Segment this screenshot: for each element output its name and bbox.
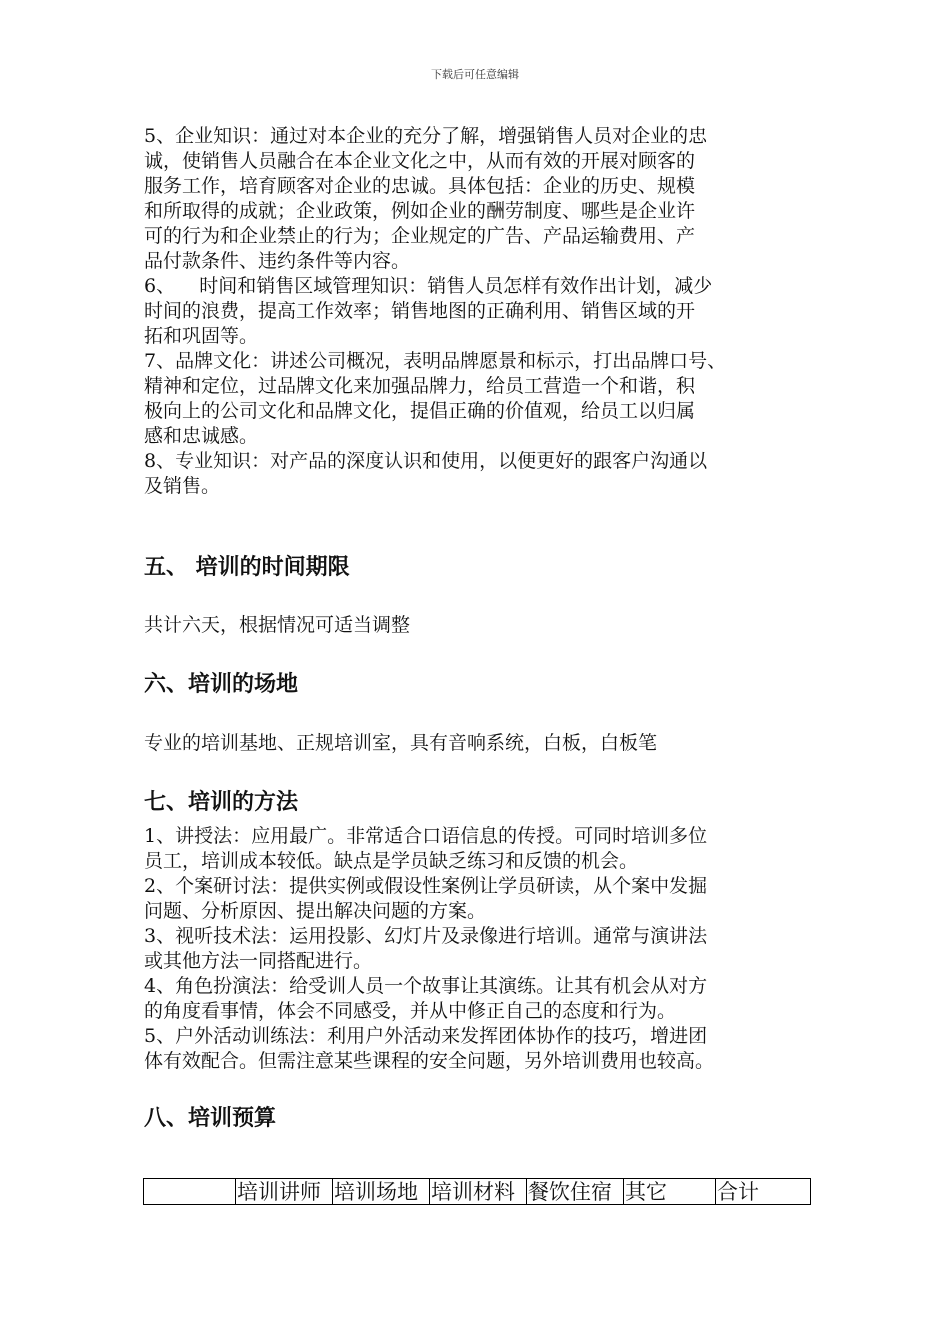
text-line: 3、视听技术法：运用投影、幻灯片及录像进行培训。通常与演讲法 — [144, 925, 708, 947]
text-line: 及销售。 — [144, 475, 221, 497]
knowledge-paragraphs — [144, 124, 824, 499]
text-line: 品付款条件、违约条件等内容。 — [144, 250, 411, 272]
table-cell: 合计 — [716, 1179, 811, 1205]
text-line: 拓和巩固等。 — [144, 325, 259, 347]
budget-table — [143, 1178, 811, 1205]
document-body — [144, 124, 824, 1134]
text-line: 服务工作，培育顾客对企业的忠诚。具体包括：企业的历史、规模 — [144, 175, 696, 197]
text-line: 的角度看事情，体会不同感受，并从中修正自己的态度和行为。 — [144, 1000, 677, 1022]
text-line: 体有效配合。但需注意某些课程的安全问题，另外培训费用也较高。 — [144, 1050, 715, 1072]
text-line: 7、品牌文化：讲述公司概况，表明品牌愿景和标示，打出品牌口号、 — [144, 350, 727, 372]
section-6-text: 专业的培训基地、正规培训室，具有音响系统，白板，白板笔 — [144, 732, 658, 754]
text-line: 精神和定位，过品牌文化来加强品牌力，给员工营造一个和谐，积 — [144, 375, 696, 397]
methods-list — [144, 824, 824, 1074]
section-7-heading: 七、培训的方法 — [144, 790, 299, 815]
text-line: 诚，使销售人员融合在本企业文化之中，从而有效的开展对顾客的 — [144, 150, 696, 172]
table-cell: 餐饮住宿 — [527, 1179, 624, 1205]
text-line: 感和忠诚感。 — [144, 425, 259, 447]
table-cell: 培训讲师 — [236, 1179, 333, 1205]
section-5-heading: 五、 培训的时间期限 — [144, 555, 350, 580]
text-line: 5、企业知识：通过对本企业的充分了解，增强销售人员对企业的忠 — [144, 125, 708, 147]
table-row — [144, 1179, 811, 1205]
section-6-heading: 六、培训的场地 — [144, 672, 299, 697]
table-cell: 其它 — [624, 1179, 716, 1205]
text-line: 问题、分析原因、提出解决问题的方案。 — [144, 900, 487, 922]
table-cell: 培训材料 — [430, 1179, 527, 1205]
text-line: 或其他方法一同搭配进行。 — [144, 950, 373, 972]
page-header: 下载后可任意编辑 — [431, 68, 519, 81]
text-line: 2、个案研讨法：提供实例或假设性案例让学员研读，从个案中发掘 — [144, 875, 708, 897]
text-line: 可的行为和企业禁止的行为；企业规定的广告、产品运输费用、产 — [144, 225, 696, 247]
text-line: 员工，培训成本较低。缺点是学员缺乏练习和反馈的机会。 — [144, 850, 639, 872]
text-line: 4、角色扮演法：给受训人员一个故事让其演练。让其有机会从对方 — [144, 975, 708, 997]
text-line: 和所取得的成就；企业政策，例如企业的酬劳制度、哪些是企业许 — [144, 200, 696, 222]
table-cell: 培训场地 — [333, 1179, 430, 1205]
section-8-heading: 八、培训预算 — [144, 1106, 277, 1131]
text-line: 1、讲授法：应用最广。非常适合口语信息的传授。可同时培训多位 — [144, 825, 708, 847]
text-line: 8、专业知识：对产品的深度认识和使用，以便更好的跟客户沟通以 — [144, 450, 708, 472]
text-line: 时间的浪费，提高工作效率；销售地图的正确利用、销售区域的开 — [144, 300, 696, 322]
table-cell — [144, 1179, 236, 1205]
section-5-text: 共计六天，根据情况可适当调整 — [144, 614, 411, 636]
text-line: 6、 时间和销售区域管理知识：销售人员怎样有效作出计划，减少 — [144, 275, 713, 297]
text-line: 极向上的公司文化和品牌文化，提倡正确的价值观，给员工以归属 — [144, 400, 696, 422]
text-line: 5、户外活动训练法：利用户外活动来发挥团体协作的技巧，增进团 — [144, 1025, 708, 1047]
